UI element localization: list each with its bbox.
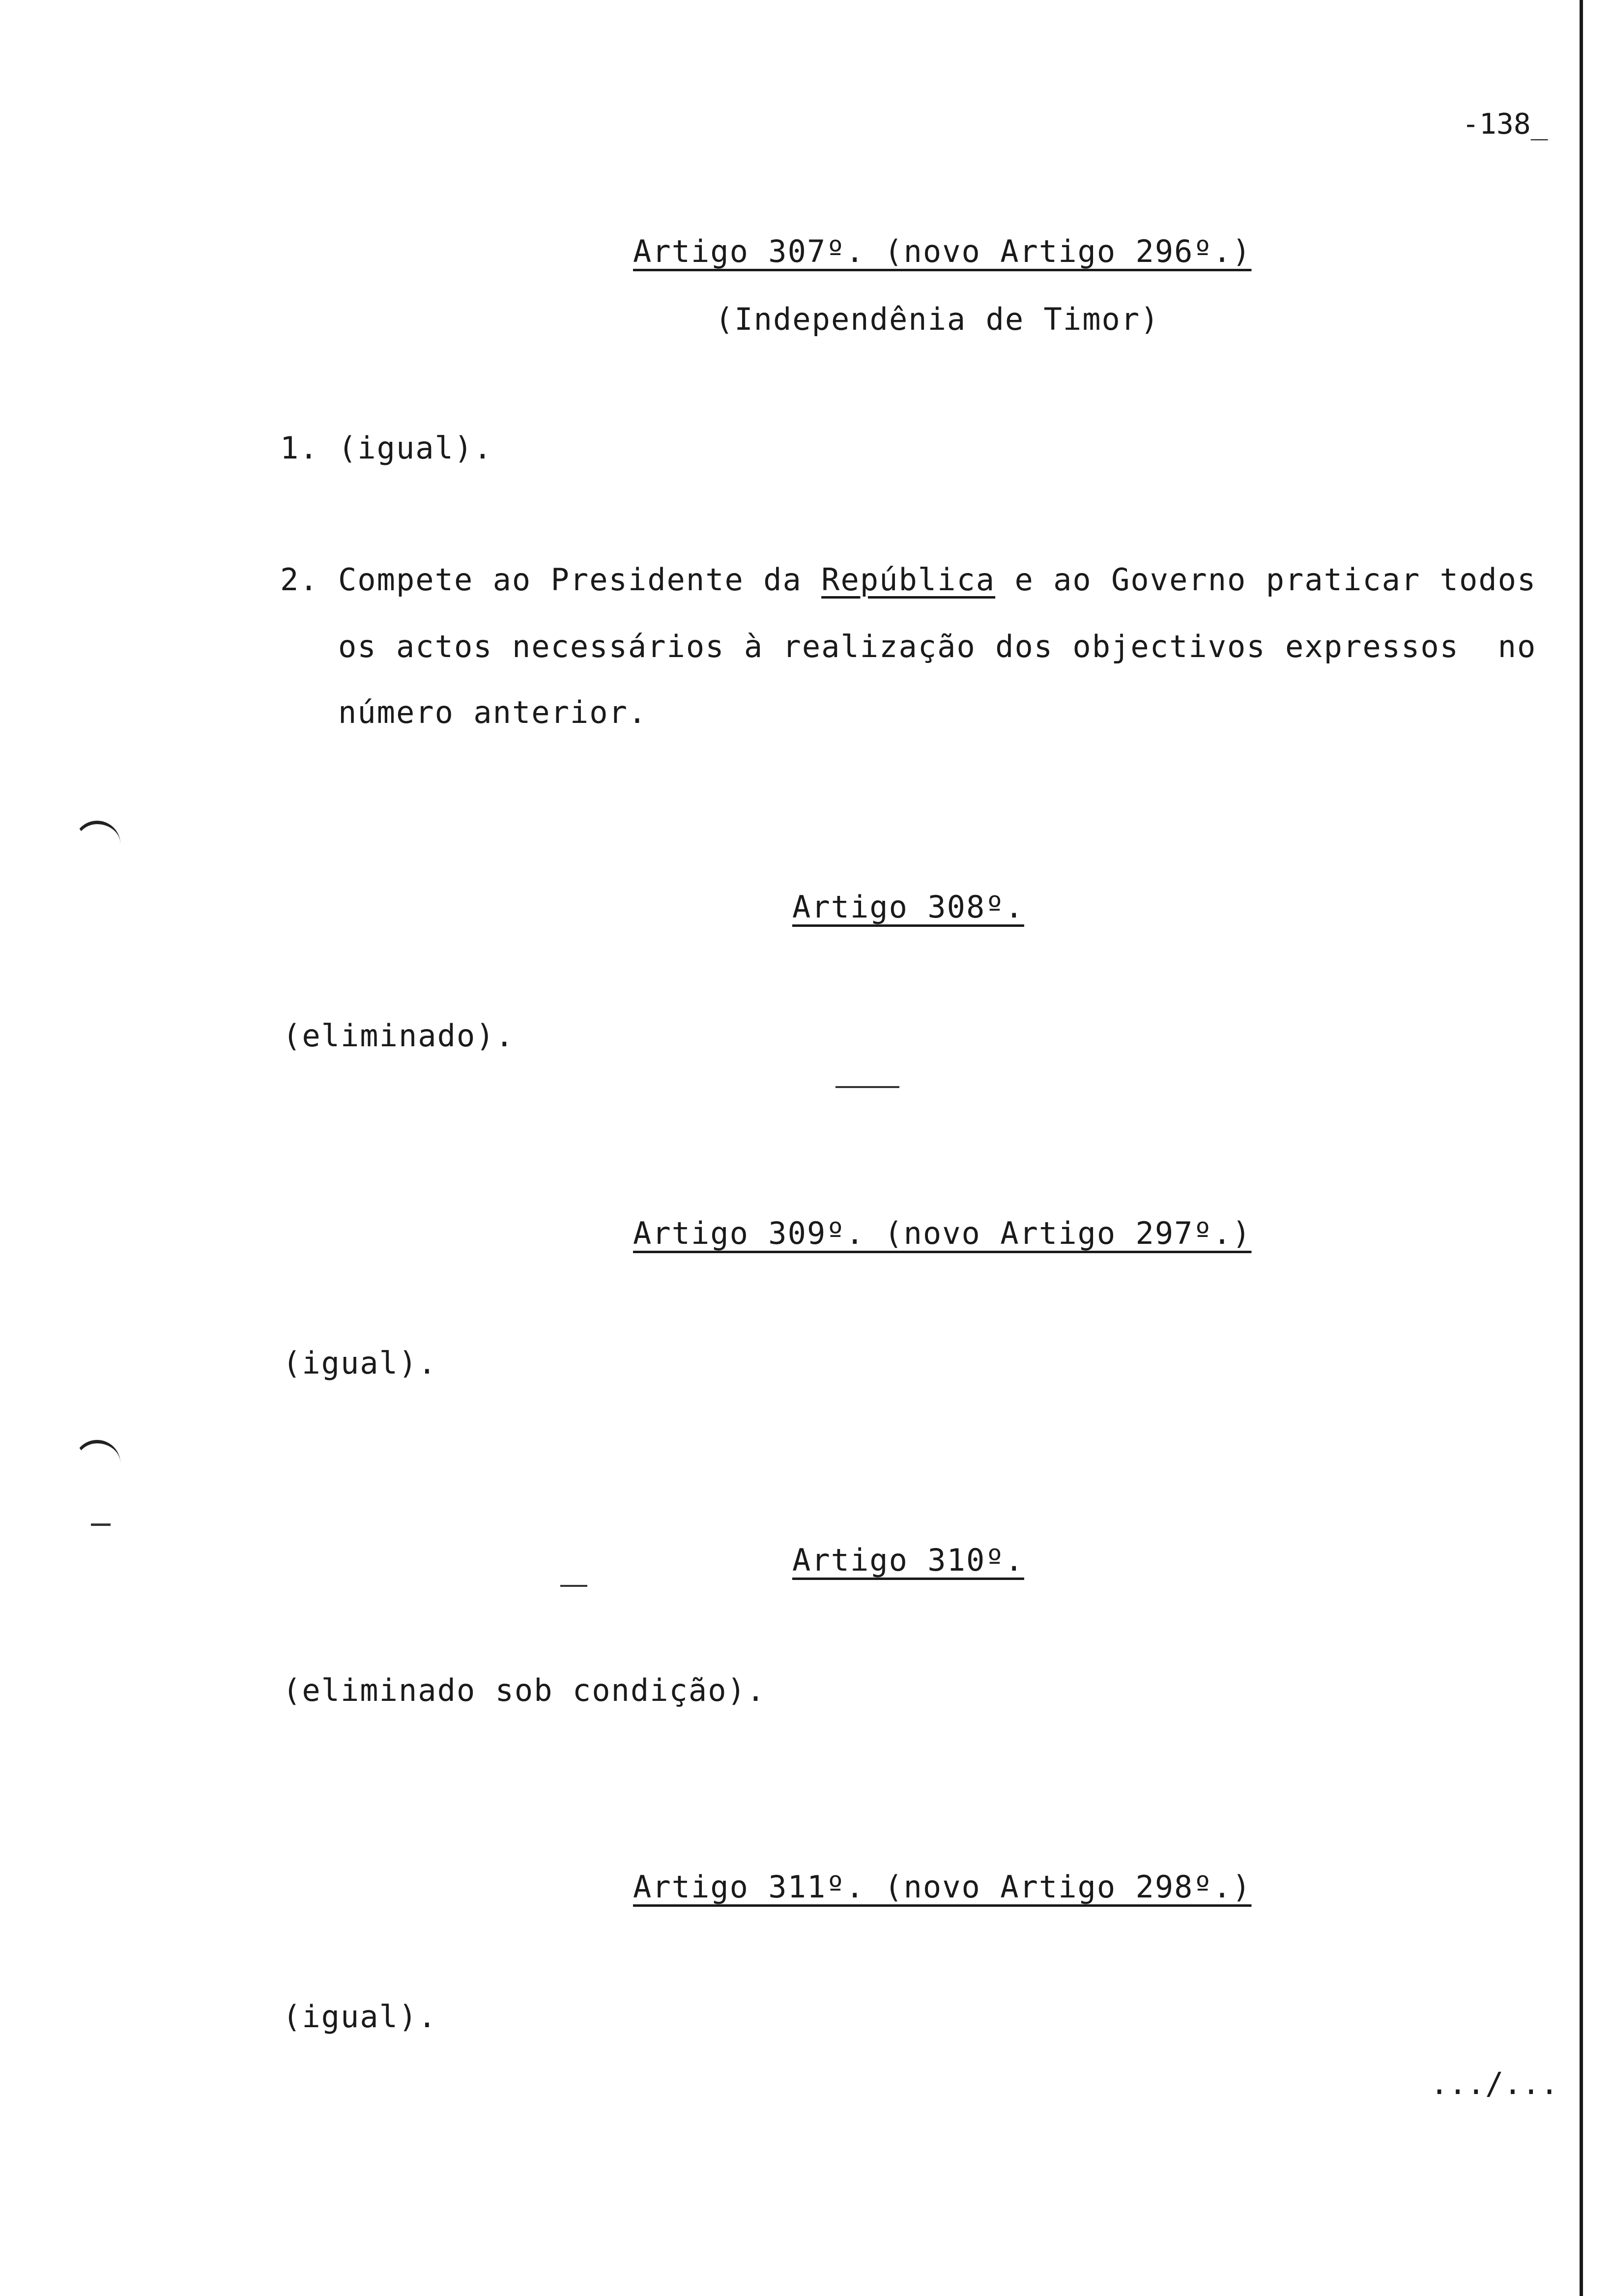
article-307-subtitle: (Independênia de Timor)	[715, 301, 1160, 337]
scan-mark	[835, 1086, 899, 1088]
article-307-heading: Artigo 307º. (novo Artigo 296º.)	[633, 233, 1252, 269]
scan-mark	[74, 821, 120, 854]
article-309-body: (igual).	[283, 1345, 437, 1381]
page-number: -138_	[1462, 107, 1548, 141]
continuation-marker: .../...	[1430, 2066, 1559, 2101]
article-307-item-2-line-1	[280, 560, 1536, 600]
underlined-word: República	[821, 562, 996, 598]
article-307-item-1: 1. (igual).	[280, 430, 493, 466]
page-edge-rule	[1580, 0, 1583, 2296]
article-307-item-2-line-2: os actos necessários à realização dos objectivos expressos no	[338, 629, 1537, 664]
scan-mark	[74, 1440, 120, 1473]
item-2-text: e ao Governo praticar todos	[995, 562, 1537, 598]
article-310-body: (eliminado sob condição).	[283, 1672, 766, 1708]
item-2-text: 2. Compete ao Presidente da	[280, 562, 822, 598]
article-310-heading: Artigo 310º.	[792, 1542, 1024, 1578]
scan-mark	[560, 1585, 587, 1587]
article-307-item-2-line-3: número anterior.	[338, 694, 648, 730]
article-308-heading: Artigo 308º.	[792, 889, 1024, 925]
article-309-heading: Artigo 309º. (novo Artigo 297º.)	[633, 1215, 1252, 1251]
scan-mark	[91, 1523, 111, 1526]
article-311-heading: Artigo 311º. (novo Artigo 298º.)	[633, 1869, 1252, 1905]
article-311-body: (igual).	[283, 1999, 437, 2035]
article-308-body: (eliminado).	[283, 1018, 515, 1054]
